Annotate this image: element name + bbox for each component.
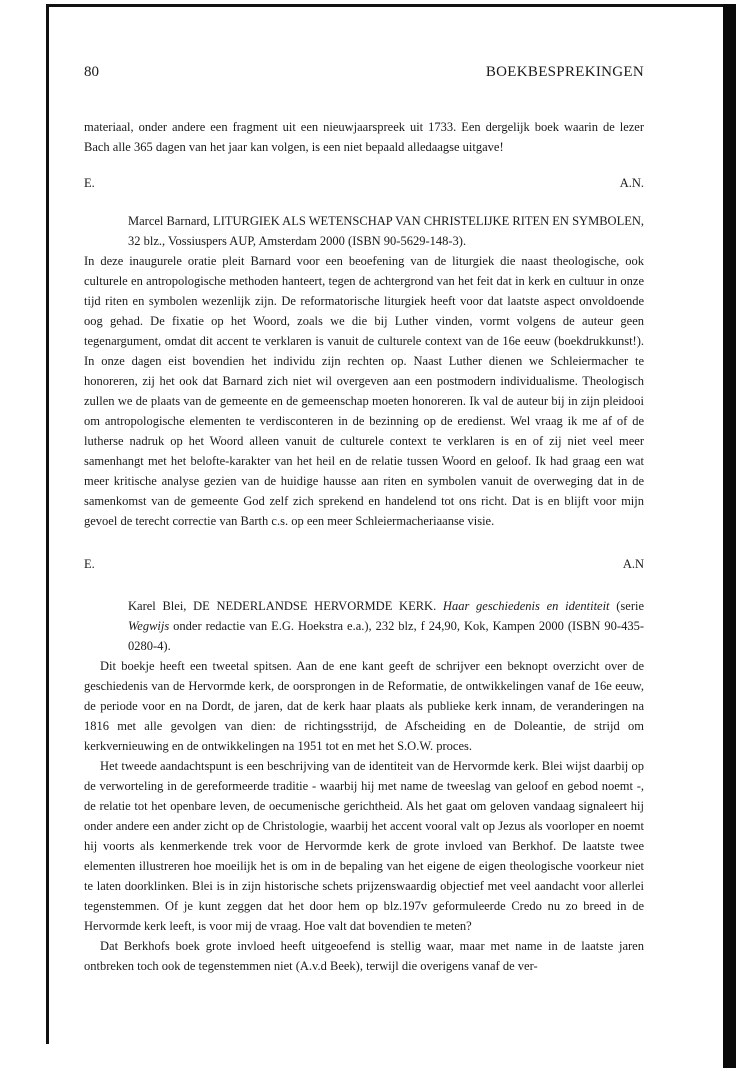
scan-border-top — [46, 4, 736, 7]
signature-left: E. — [84, 557, 95, 571]
running-head: BOEKBESPREKINGEN — [485, 64, 644, 80]
review-1-citation: Marcel Barnard, LITURGIEK ALS WETENSCHAP VAN CHRISTELIJKE RITEN EN SYMBOLEN, 32 blz., Vossiuspers AUP, Amsterdam 2000 (ISBN 90-5629-148-3). — [128, 214, 644, 248]
intro-text: materiaal, onder andere een fragment uit een nieuwjaarspreek uit 1733. Een dergelijk boek waarin de lezer Bach alle 365 dagen van het jaar kan volgen, is een niet bepaald alledaagse uitgave! — [84, 120, 644, 154]
citation-author: Karel Blei, DE NEDERLANDSE HERVORMDE KERK. — [128, 599, 437, 613]
review-1 — [84, 211, 644, 531]
review-2-paragraph-2: Het tweede aandachtspunt is een beschrijving van de identiteit van de Hervormde kerk. Blei wijst daarbij op de verworteling in de gereformeerde traditie - waarbij hij met name de tweeslag van geloof en gebod noemt -, de relatie tot het openbare leven, de oecumenische gerichtheid. Als het gaat om geloven vandaag signaleert hij onder andere een ander zicht op de Christologie, waarbij het accent vooral valt op Jezus als voorloper en noemt hij voorts als kenmerkende trek voor de Hervormde kerk de grote invloed van Berkhof. De laatste twee elementen illustreren hoe moeilijk het is om in de bepaling van het eigene de eigen theologische voorkeur niet te laten doorklinken. Blei is in zijn historische schets prijzenswaardig objectief met veel aandacht voor allerlei tegenstemmen. Of je kunt zeggen dat het door hem op blz.197v geformuleerde Credo nu zo breed in de Hervormde kerk leeft, is voor mij de vraag. Hoe valt dat bovendien te meten? — [84, 759, 644, 933]
citation-series-open: (serie — [616, 599, 645, 613]
review-2-citation — [84, 596, 644, 656]
intro-paragraph — [84, 117, 644, 157]
citation-rest: onder redactie van E.G. Hoekstra e.a.), 232 blz, f 24,90, Kok, Kampen 2000 (ISBN 90-435-0280-4). — [128, 619, 644, 653]
signature-right: A.N — [622, 557, 644, 571]
scan-border-right — [723, 4, 736, 1068]
signature-right: A.N. — [619, 176, 644, 190]
signature-line-2 — [84, 557, 644, 577]
scan-border-left — [46, 4, 49, 1044]
review-2-paragraph-3: Dat Berkhofs boek grote invloed heeft uitgeoefend is stellig waar, maar met name in de laatste jaren ontbreken toch ook de tegenstemmen niet (A.v.d Beek), terwijl die overigens vanaf de ver- — [84, 939, 644, 973]
citation-series: Wegwijs — [128, 619, 170, 633]
citation-subtitle: Haar geschiedenis en identiteit — [442, 599, 610, 613]
review-2 — [84, 596, 644, 976]
review-2-paragraph-1: Dit boekje heeft een tweetal spitsen. Aan de ene kant geeft de schrijver een beknopt overzicht over de geschiedenis van de Hervormde kerk, de oorsprongen in de Reformatie, de ontwikkelingen vanaf de 16e eeuw, de periode voor en na Dordt, de jaren, dat de kerk haar plaats als publieke kerk innam, de veranderingen na 1816 met alle gevolgen van dien: de richtingsstrijd, de Afscheiding en de Doleantie, de strijd om kerkvernieuwing en de ontwikkelingen na 1951 tot en met het S.O.W. proces. — [84, 659, 644, 753]
signature-line-1 — [84, 176, 644, 196]
signature-left: E. — [84, 176, 95, 190]
page-header — [84, 64, 644, 88]
page-number: 80 — [84, 64, 99, 80]
review-1-body: In deze inaugurele oratie pleit Barnard voor een beoefening van de liturgiek die naast theologische, ook culturele en antropologische methoden hanteert, tegen de achtergrond van het feit dat in kerk en cultuur in onze tijd riten en symbolen wezenlijk zijn. De reformatorische liturgiek heeft voor dat laatste aspect onvoldoende oog gehad. De fixatie op het Woord, zoals we die bij Luther vinden, vormt volgens de auteur geen tegenargument, omdat dit accent te verklaren is vanuit de culturele context van de 16e eeuw (boekdrukkunst!). In onze dagen eist bovendien het individu zijn rechten op. Naast Luther dienen we Schleiermacher te honoreren, zij het ook dat Barnard zich niet wil overgeven aan een postmodern individualisme. Theologisch zullen we de plaats van de gemeente en de gemeenschap moeten honoreren. Ik val de auteur bij in zijn pleidooi om antropologische elementen te verdisconteren in de bezinning op de eredienst. Wel vraag ik me af of de lutherse nadruk op het Woord alleen vanuit de culturele context te verklaren is en of zij niet veel meer samenhangt met het belofte-karakter van het heil en de relatie tussen Woord en geloof. Ik had graag een wat meer kritische analyse gezien van de huidige hausse aan riten en symbolen vanuit de overweging dat in de samenkomst van de gemeente God zelf zich sprekend en handelend tot ons richt. Dat is en blijft voor mijn gevoel de terecht correctie van Barth c.s. op een meer Schleiermacheriaanse visie. — [84, 254, 644, 528]
